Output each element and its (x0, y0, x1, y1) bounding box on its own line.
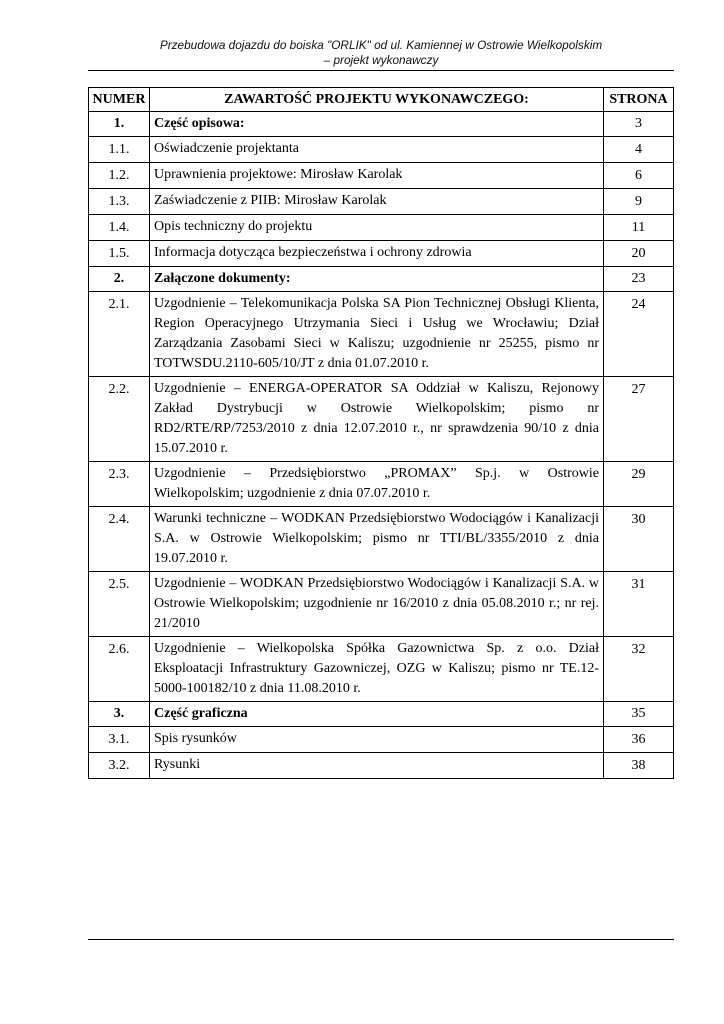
table-row (89, 112, 674, 137)
table-of-contents (88, 87, 674, 779)
row-content: Spis rysunków (150, 727, 604, 753)
row-page: 30 (604, 507, 674, 572)
row-content: Informacja dotycząca bezpieczeństwa i ochrony zdrowia (150, 241, 604, 267)
row-content: Rysunki (150, 753, 604, 779)
table-row (89, 137, 674, 163)
row-content: Załączone dokumenty: (150, 267, 604, 292)
table-row (89, 753, 674, 779)
row-content: Oświadczenie projektanta (150, 137, 604, 163)
table-row (89, 241, 674, 267)
row-page: 23 (604, 267, 674, 292)
column-header-content: ZAWARTOŚĆ PROJEKTU WYKONAWCZEGO: (150, 88, 604, 112)
row-content: Zaświadczenie z PIIB: Mirosław Karolak (150, 189, 604, 215)
row-page: 38 (604, 753, 674, 779)
row-content: Warunki techniczne – WODKAN Przedsiębiorstwo Wodociągów i Kanalizacji S.A. w Ostrowie Wielkopolskim; pismo nr TTI/BL/3355/2010 z dnia 19.07.2010 r. (150, 507, 604, 572)
table-row (89, 267, 674, 292)
row-number: 2.2. (89, 377, 150, 462)
row-number: 3.1. (89, 727, 150, 753)
row-content: Uzgodnienie – WODKAN Przedsiębiorstwo Wodociągów i Kanalizacji S.A. w Ostrowie Wielkopolskim; uzgodnienie nr 16/2010 z dnia 05.08.2010 r.; nr rej. 21/2010 (150, 572, 604, 637)
header-divider (88, 70, 674, 71)
row-number: 2.1. (89, 292, 150, 377)
row-number: 1.5. (89, 241, 150, 267)
row-page: 35 (604, 702, 674, 727)
row-content: Uzgodnienie – Przedsiębiorstwo „PROMAX” Sp.j. w Ostrowie Wielkopolskim; uzgodnienie z dnia 07.07.2010 r. (150, 462, 604, 507)
table-row (89, 163, 674, 189)
row-page: 32 (604, 637, 674, 702)
row-page: 36 (604, 727, 674, 753)
row-content: Uzgodnienie – Wielkopolska Spółka Gazownictwa Sp. z o.o. Dział Eksploatacji Infrastruktury Gazowniczej, OZG w Kaliszu; pismo nr TE.12-5000-100182/10 z dnia 11.08.2010 r. (150, 637, 604, 702)
row-page: 27 (604, 377, 674, 462)
table-row (89, 702, 674, 727)
page-header (88, 38, 674, 68)
table-row (89, 572, 674, 637)
row-content: Opis techniczny do projektu (150, 215, 604, 241)
table-row (89, 215, 674, 241)
row-number: 3.2. (89, 753, 150, 779)
row-page: 6 (604, 163, 674, 189)
row-page: 31 (604, 572, 674, 637)
row-number: 1.1. (89, 137, 150, 163)
row-content: Część graficzna (150, 702, 604, 727)
row-number: 2.4. (89, 507, 150, 572)
row-number: 2.5. (89, 572, 150, 637)
table-row (89, 507, 674, 572)
row-number: 1. (89, 112, 150, 137)
row-content: Uzgodnienie – ENERGA-OPERATOR SA Oddział w Kaliszu, Rejonowy Zakład Dystrybucji w Ostrowie Wielkopolskim; pismo nr RD2/RTE/RP/7253/2010 z dnia 12.07.2010 r., nr sprawdzenia 90/10 z dnia 15.07.2010 r. (150, 377, 604, 462)
row-number: 2. (89, 267, 150, 292)
row-number: 1.2. (89, 163, 150, 189)
row-page: 11 (604, 215, 674, 241)
header-title-line-2: – projekt wykonawczy (323, 53, 439, 67)
row-content: Część opisowa: (150, 112, 604, 137)
row-page: 24 (604, 292, 674, 377)
table-row (89, 462, 674, 507)
header-title-line-1: Przebudowa dojazdu do boiska "ORLIK" od ul. Kamiennej w Ostrowie Wielkopolskim (159, 38, 603, 52)
table-row (89, 377, 674, 462)
row-page: 20 (604, 241, 674, 267)
row-number: 2.6. (89, 637, 150, 702)
row-number: 2.3. (89, 462, 150, 507)
row-number: 3. (89, 702, 150, 727)
row-page: 29 (604, 462, 674, 507)
row-content: Uzgodnienie – Telekomunikacja Polska SA Pion Technicznej Obsługi Klienta, Region Operacyjnego Utrzymania Sieci i Usług we Wrocławiu; Dział Zarządzania Zasobami Sieci w Kaliszu; uzgodnienie nr 25255, pismo nr TOTWSDU.2110-605/10/JT z dnia 01.07.2010 r. (150, 292, 604, 377)
table-header-row (89, 88, 674, 112)
table-row (89, 189, 674, 215)
row-page: 3 (604, 112, 674, 137)
row-content: Uprawnienia projektowe: Mirosław Karolak (150, 163, 604, 189)
row-page: 4 (604, 137, 674, 163)
footer-divider (88, 939, 674, 940)
table-row (89, 292, 674, 377)
table-row (89, 637, 674, 702)
row-page: 9 (604, 189, 674, 215)
column-header-page: STRONA (604, 88, 674, 112)
row-number: 1.4. (89, 215, 150, 241)
table-row (89, 727, 674, 753)
row-number: 1.3. (89, 189, 150, 215)
column-header-number: NUMER (89, 88, 150, 112)
